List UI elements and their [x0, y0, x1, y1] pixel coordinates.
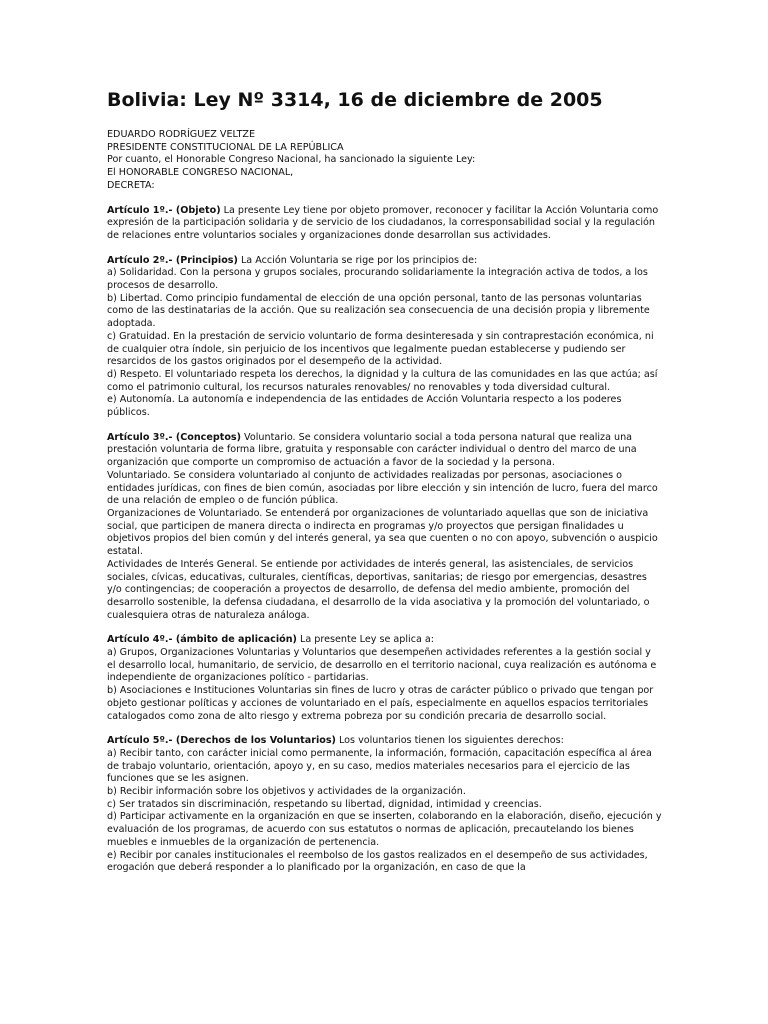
- article-paragraph: Actividades de Interés General. Se entiende por actividades de interés general, las asistenciales, de servicios sociales, cívicas, educativas, culturales, científicas, deportivas, sanitarias; de riesgo por emergencias, desastres y/o contingencias; de cooperación a proyectos de desarrollo, de defensa del medio ambiente, promoción del desarrollo sostenible, la defensa ciudadana, el desarrollo de la vida asociativa y la promoción del voluntariado, o cualesquiera otras de naturaleza análoga.: [107, 558, 650, 621]
- article-intro: [107, 205, 662, 243]
- article-paragraph: d) Participar activamente en la organización en que se inserten, colaborando en la elaboración, diseño, ejecución y evaluación de los programas, de acuerdo con sus estatutos o normas de aplicación, precautelando los bienes muebles e inmuebles de la organización de pertenencia.: [107, 811, 662, 848]
- document-title: Bolivia: Ley Nº 3314, 16 de diciembre de 2005: [107, 89, 603, 111]
- article-heading: Artículo 3º.- (Conceptos): [107, 431, 241, 443]
- article-intro: [107, 432, 662, 470]
- preamble-line: Por cuanto, el Honorable Congreso Nacional, ha sancionado la siguiente Ley:: [107, 154, 476, 166]
- article-5: [107, 735, 662, 875]
- article-heading: Artículo 2º.- (Principios): [107, 254, 238, 266]
- article-intro-text: Los voluntarios tienen los siguientes derechos:: [335, 735, 564, 747]
- article-paragraph: b) Libertad. Como principio fundamental de elección de una opción personal, tanto de las personas voluntarias como de las destinatarias de la acción. Que su realización sea consecuencia de una decisión propia y libremente adoptada.: [107, 292, 650, 330]
- preamble-line: El HONORABLE CONGRESO NACIONAL,: [107, 167, 294, 179]
- article-heading: Artículo 4º.- (ámbito de aplicación): [107, 634, 297, 646]
- article-paragraph: b) Recibir información sobre los objetivos y actividades de la organización.: [107, 786, 466, 798]
- article-heading: Artículo 5º.- (Derechos de los Voluntarios): [107, 735, 336, 747]
- article-paragraph: a) Recibir tanto, con carácter inicial como permanente, la información, formación, capacitación específica al área de trabajo voluntario, orientación, apoyo y, en su caso, medios materiales necesarios para el ejercicio de las funciones que se les asignen.: [107, 747, 652, 785]
- article-paragraph: e) Autonomía. La autonomía e independencia de las entidades de Acción Voluntaria respecto a los poderes públicos.: [107, 394, 622, 419]
- article-paragraph: d) Respeto. El voluntariado respeta los derechos, la dignidad y la cultura de las comunidades en las que actúa; así como el patrimonio cultural, los recursos naturales renovables/ no renovables y toda diversidad cultural.: [107, 368, 658, 393]
- article-paragraph: e) Recibir por canales institucionales el reembolso de los gastos realizados en el desempeño de sus actividades, erogación que deberá responder a lo planificado por la organización, en caso de que la: [107, 849, 648, 874]
- article-paragraph: Voluntariado. Se considera voluntariado al conjunto de actividades realizadas por personas, asociaciones o entidades jurídicas, con fines de bien común, asociadas por libre elección y sin intención de lucro, fuera del marco de una relación de empleo o de función pública.: [107, 469, 658, 507]
- article-1: [107, 205, 662, 243]
- article-3: [107, 432, 662, 623]
- article-paragraph: b) Asociaciones e Instituciones Voluntarias sin fines de lucro y otras de carácter público o privado que tengan por objeto gestionar políticas y acciones de voluntariado en el país, especialmente en aquellos espacios territoriales catalogados como zona de alto riesgo y extrema pobreza por su condición precaria de desarrollo social.: [107, 685, 654, 722]
- article-intro: [107, 634, 662, 647]
- preamble-line: EDUARDO RODRÍGUEZ VELTZE: [107, 129, 256, 140]
- article-paragraph: a) Grupos, Organizaciones Voluntarias y Voluntarios que desempeñen actividades referentes a la gestión social y el desarrollo local, humanitario, de servicio, de desarrollo en el territorio nacional, cuya realización es autónoma e independiente de organizaciones político - partidarias.: [107, 647, 657, 684]
- preamble: [107, 129, 662, 193]
- article-intro-text: La Acción Voluntaria se rige por los principios de:: [237, 254, 478, 266]
- preamble-line: PRESIDENTE CONSTITUCIONAL DE LA REPÚBLICA: [107, 141, 344, 153]
- article-2: [107, 255, 662, 420]
- article-intro: [107, 255, 662, 268]
- article-paragraph: c) Ser tratados sin discriminación, respetando su libertad, dignidad, intimidad y creencias.: [107, 798, 542, 810]
- article-heading: Artículo 1º.- (Objeto): [107, 204, 221, 216]
- document-page: [107, 88, 662, 887]
- article-intro-text: Voluntario. Se considera voluntario social a toda persona natural que realiza una prestación voluntaria de forma libre, gratuita y responsable con carácter individual o dentro del marco de una organización que comporte un compromiso de actuación a favor de la sociedad y la persona.: [107, 431, 637, 469]
- article-4: [107, 634, 662, 723]
- article-intro-text: La presente Ley se aplica a:: [296, 634, 435, 646]
- article-paragraph: c) Gratuidad. En la prestación de servicio voluntario de forma desinteresada y sin contraprestación económica, ni de cualquier otra índole, sin perjuicio de los incentivos que legalmente puedan establecerse y pudiendo ser resarcidos de los gastos originados por el desempeño de la actividad.: [107, 330, 654, 368]
- article-paragraph: Organizaciones de Voluntariado. Se entenderá por organizaciones de voluntariado aquellas que son de iniciativa social, que participen de manera directa o indirecta en programas y/o proyectos que persigan finalidades u objetivos propios del bien común y del interés general, ya sea que cuenten o no con apoyo, subvención o auspicio estatal.: [107, 507, 658, 558]
- articles-list: [107, 205, 662, 875]
- preamble-line: DECRETA:: [107, 179, 155, 191]
- article-intro: [107, 735, 662, 748]
- article-paragraph: a) Solidaridad. Con la persona y grupos sociales, procurando solidariamente la integración activa de todos, a los procesos de desarrollo.: [107, 267, 648, 292]
- article-intro-text: La presente Ley tiene por objeto promover, reconocer y facilitar la Acción Voluntaria como expresión de la participación solidaria y de servicio de los ciudadanos, la corresponsabilidad social y la regulación de relaciones entre voluntarios sociales y organizaciones donde desarrollan sus actividades.: [107, 204, 659, 241]
